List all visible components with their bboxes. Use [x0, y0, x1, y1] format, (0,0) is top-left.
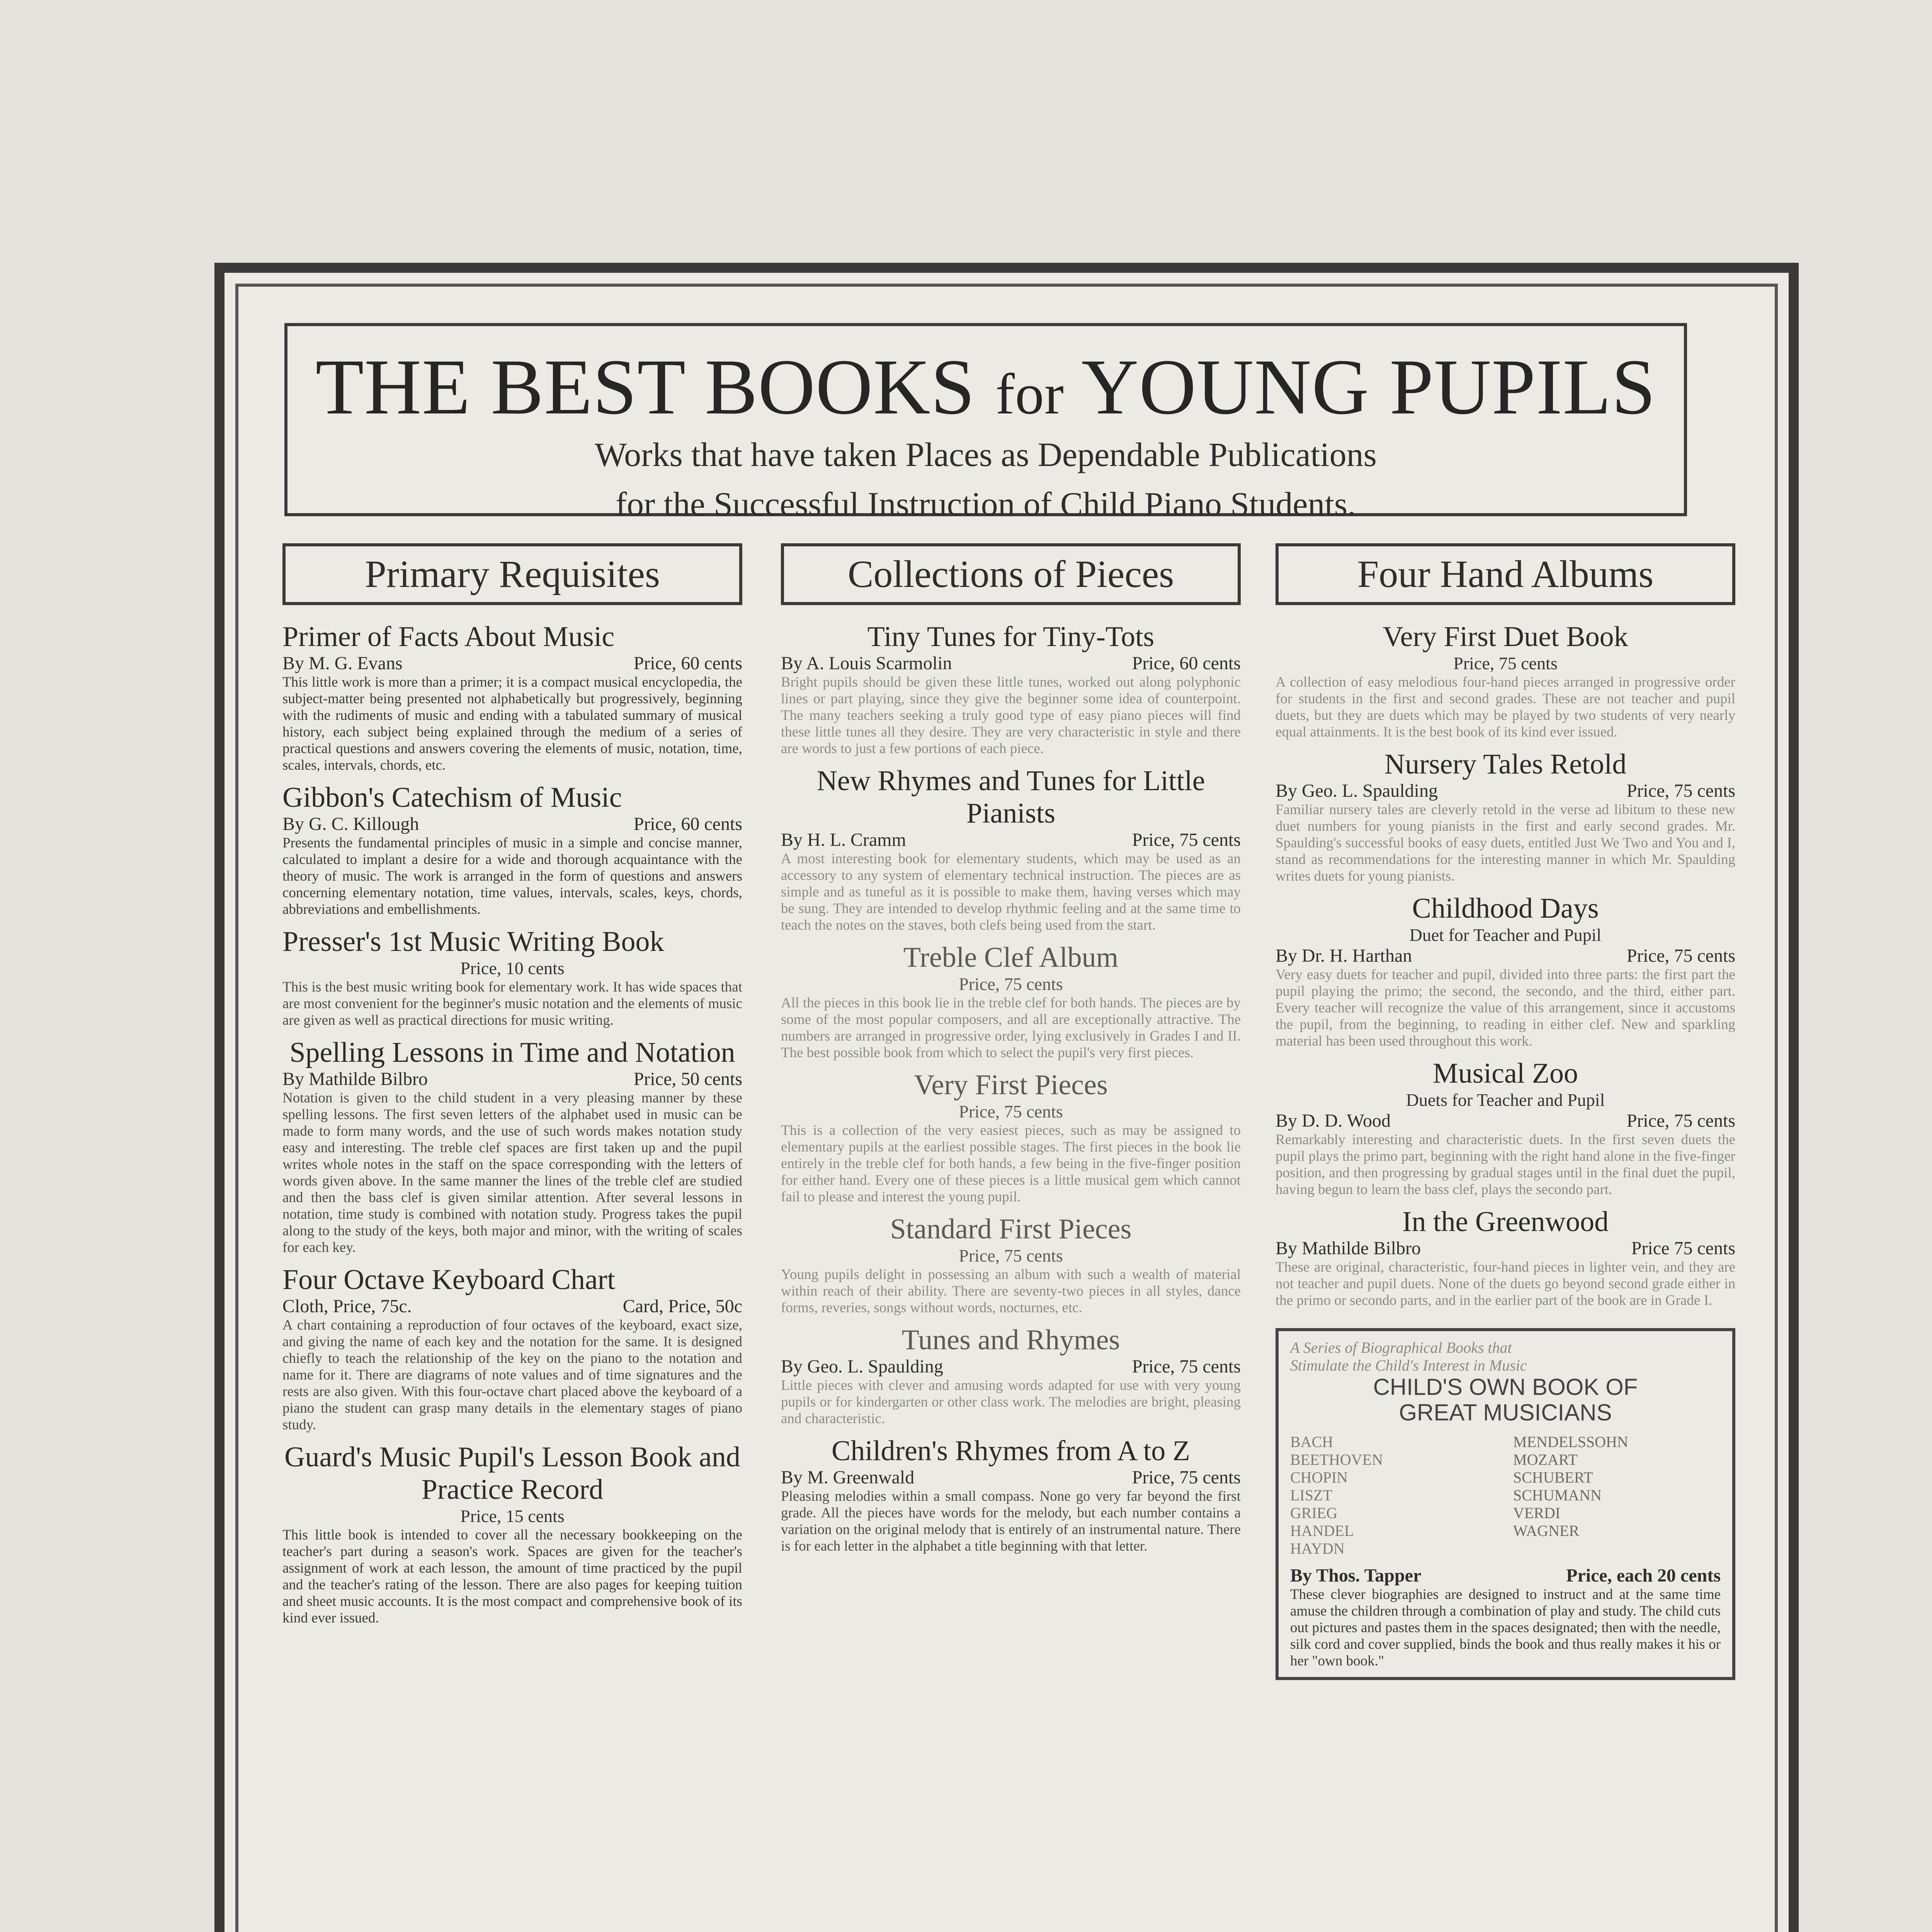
book-item	[1276, 892, 1735, 1049]
author: By Mathilde Bilbro	[1276, 1238, 1421, 1259]
book-title: Children's Rhymes from A to Z	[831, 1435, 1190, 1467]
description: Very easy duets for teacher and pupil, divided into three parts: the first part the pupil playing the primo; the second, the secondo, and the third, either part. Every teacher will recognize the value of this arrangement, since it accustoms the pupil, from the beginning, to reading in either clef. New and sparkling material has been used throughout this work.	[1276, 967, 1735, 1049]
author: By Dr. H. Harthan	[1276, 946, 1412, 966]
book-item	[1276, 621, 1735, 740]
column-heading: Four Hand Albums	[1276, 543, 1735, 605]
book-title: Spelling Lessons in Time and Notation	[289, 1037, 735, 1068]
price: Price, 75 cents	[1453, 653, 1558, 673]
description: Little pieces with clever and amusing words adapted for use with very young pupils or for kindergarten or other class work. The melodies are bright, pleasing and characteristic.	[781, 1378, 1241, 1427]
series-title-2: GREAT MUSICIANS	[1399, 1400, 1612, 1425]
book-title: Tiny Tunes for Tiny-Tots	[867, 621, 1155, 653]
description: Presents the fundamental principles of music in a simple and concise manner, calculated to implant a desire for a wide and thorough acquaintance with the theory of music. The work is arranged in the form of questions and answers concerning elementary notation, time values, intervals, scales, keys, chords, abbreviations and embellishments.	[282, 835, 742, 917]
description: Pleasing melodies within a small compass. None go very far beyond the first grade. All the pieces have words for the melody, but each number contains a variation on the original melody that is entirely of an instrumental nature. There is for each letter in the alphabet a title beginning with that letter.	[781, 1488, 1241, 1554]
price: Price, 60 cents	[1132, 653, 1241, 673]
title-part-for: for	[995, 362, 1064, 426]
book-title: Guard's Music Pupil's Lesson Book and Practice Record	[284, 1441, 740, 1505]
column-collections-of-pieces	[781, 543, 1241, 1562]
book-subtitle: Duet for Teacher and Pupil	[1409, 925, 1602, 945]
series-intro-1: A Series of Biographical Books that	[1290, 1339, 1512, 1356]
price: Price, 60 cents	[633, 814, 742, 834]
musician-name: WAGNER	[1513, 1522, 1580, 1539]
musician-name: HANDEL	[1290, 1522, 1354, 1539]
subtitle-line-1: Works that have taken Places as Dependable Publications	[595, 436, 1377, 474]
byline	[282, 1069, 742, 1090]
author: By H. L. Cramm	[781, 830, 906, 850]
byline	[1276, 781, 1735, 801]
price-cloth: Cloth, Price, 75c.	[282, 1296, 412, 1316]
book-item	[781, 1435, 1241, 1554]
author: By A. Louis Scarmolin	[781, 653, 952, 673]
description: Young pupils delight in possessing an album with such a wealth of material within reach of their ability. There are seventy-two pieces in all styles, dance forms, reveries, songs without words, nocturnes, etc.	[781, 1267, 1241, 1316]
book-item	[1276, 1057, 1735, 1198]
header-box	[284, 323, 1687, 523]
book-item	[282, 1264, 742, 1433]
price: Price, 75 cents	[1132, 830, 1241, 850]
musician-name: HAYDN	[1290, 1540, 1345, 1557]
price: Price 75 cents	[1631, 1238, 1735, 1259]
price: Price, 75 cents	[1132, 1356, 1241, 1377]
book-title: Nursery Tales Retold	[1384, 748, 1627, 780]
price: Price, 15 cents	[460, 1506, 565, 1526]
musician-name: SCHUBERT	[1513, 1469, 1593, 1486]
book-item	[781, 1213, 1241, 1316]
price: Price, 75 cents	[1132, 1467, 1241, 1488]
description: This little book is intended to cover all the necessary bookkeeping on the teacher's part during a season's work. Spaces are given for the teacher's assignment of work at each lesson, the amount of time practiced by the pupil and the teacher's rating of the lesson. There are also pages for keeping tuition and sheet music accounts. It is the most compact and comprehensive book of its kind ever issued.	[282, 1527, 742, 1626]
book-item	[282, 1036, 742, 1256]
description: A most interesting book for elementary students, which may be used as an accessory to any system of elementary technical instruction. The pieces are as simple and as tuneful as it is possible to make them, having verses which may be sung. They are intended to develop rhythmic feeling and at the same time to teach the notes on the staves, both clefs being used from the start.	[781, 851, 1241, 933]
musician-name: LISZT	[1290, 1486, 1332, 1504]
byline	[1276, 1111, 1735, 1131]
price: Price, each 20 cents	[1566, 1565, 1721, 1586]
musician-name: SCHUMANN	[1513, 1486, 1602, 1504]
book-item	[1276, 1206, 1735, 1309]
price: Price, 75 cents	[959, 974, 1063, 994]
byline	[282, 1296, 742, 1317]
author: By M. Greenwald	[781, 1467, 915, 1488]
musician-name: BEETHOVEN	[1290, 1451, 1383, 1468]
description: A collection of easy melodious four-hand pieces arranged in progressive order for students in the first and second grades. These are not teacher and pupil duets, but they are duets which may be played by two students of very nearly equal attainments. It is the best book of its kind ever issued.	[1276, 674, 1735, 740]
column-heading: Primary Requisites	[282, 543, 742, 605]
book-item	[781, 621, 1241, 757]
byline	[282, 653, 742, 674]
musician-list	[1290, 1433, 1721, 1558]
byline	[781, 1467, 1241, 1488]
title-part-2: YOUNG PUPILS	[1064, 343, 1656, 431]
biography-series-box	[1276, 1328, 1735, 1680]
book-title: Primer of Facts About Music	[282, 621, 615, 653]
author: By Mathilde Bilbro	[282, 1069, 428, 1089]
description: This is the best music writing book for elementary work. It has wide spaces that are most convenient for the beginner's music notation and the elements of music are given as well as practical directions for music writing.	[282, 979, 742, 1028]
book-item	[282, 781, 742, 918]
series-intro-2: Stimulate the Child's Interest in Music	[1290, 1357, 1527, 1374]
price: Price, 75 cents	[1626, 781, 1735, 801]
book-item	[282, 621, 742, 774]
price: Price, 75 cents	[959, 1246, 1063, 1265]
price: Price, 75 cents	[1626, 1111, 1735, 1131]
column-primary-requisites	[282, 543, 742, 1634]
byline	[1290, 1565, 1721, 1586]
musician-name: MOZART	[1513, 1451, 1578, 1468]
book-title: Musical Zoo	[1432, 1058, 1578, 1089]
book-item	[781, 941, 1241, 1061]
byline	[781, 830, 1241, 850]
musician-name: GRIEG	[1290, 1504, 1338, 1522]
book-item	[282, 1441, 742, 1626]
price: Price, 75 cents	[1626, 946, 1735, 966]
description: This little work is more than a primer; it is a compact musical encyclopedia, the subject-matter being presented not alphabetically but progressively, beginning with the rudiments of music and ending with a tabulated summary of musical history, each subject being explained through the medium of a series of practical questions and answers covering the elements of music, notation, time, scales, intervals, chords, etc.	[282, 674, 742, 773]
description: This is a collection of the very easiest pieces, such as may be assigned to elementary pupils at the earliest possible stages. The first pieces in the book lie entirely in the treble clef for both hands, a few being in the five-finger position for either hand. Every one of these pieces is a little musical gem which cannot fail to please and interest the young pupil.	[781, 1122, 1241, 1205]
description: These are original, characteristic, four-hand pieces in lighter vein, and they are not teacher and pupil duets. None of the duets go beyond second grade either in the primo or secondo parts, and in the earlier part of the book are in Grade I.	[1276, 1259, 1735, 1308]
book-title: Treble Clef Album	[903, 942, 1119, 973]
advertisement-frame	[214, 263, 1799, 1932]
column-four-hand-albums	[1276, 543, 1735, 1680]
series-title-1: CHILD'S OWN BOOK OF	[1373, 1374, 1638, 1400]
main-title	[287, 343, 1684, 431]
book-item	[781, 1324, 1241, 1427]
book-item	[781, 1069, 1241, 1205]
price: Price, 60 cents	[633, 653, 742, 673]
book-title: Very First Duet Book	[1383, 621, 1628, 653]
book-title: Childhood Days	[1412, 893, 1599, 924]
price: Price, 50 cents	[633, 1069, 742, 1089]
book-title: Gibbon's Catechism of Music	[282, 782, 622, 813]
author: By G. C. Killough	[282, 814, 419, 834]
description: Bright pupils should be given these little tunes, worked out along polyphonic lines or part playing, since they give the beginner some idea of counterpoint. The many teachers seeking a truly good type of easy piano pieces will find these little tunes all they desire. They are very characteristic in style and there are words to just a few portions of each piece.	[781, 674, 1241, 757]
byline	[781, 1356, 1241, 1377]
description: Notation is given to the child student in a very pleasing manner by these spelling lessons. The first seven letters of the alphabet used in music can be made to form many words, and the use of such words makes notation study easy and interesting. The treble clef spaces are first taken up and the pupil writes whole notes in the staff on the space corresponding with the letters of words given above. In the same manner the lines of the treble clef are studied and then the bass clef is given similar attention. After several lessons in notation, time study is combined with notation study. Progress takes the pupil along to the study of the keys, both major and minor, with the writing of scales for each key.	[282, 1090, 742, 1255]
title-part-1: THE BEST BOOKS	[315, 343, 995, 431]
book-item	[781, 765, 1241, 934]
author: By Geo. L. Spaulding	[1276, 781, 1438, 801]
description: All the pieces in this book lie in the treble clef for both hands. The pieces are by some of the most popular composers, and all are exceptionally attractive. The numbers are arranged in progressive order, lying exclusively in Grades I and II. The best possible book from which to select the pupil's very first pieces.	[781, 995, 1241, 1061]
musician-name: CHOPIN	[1290, 1469, 1348, 1486]
byline	[1276, 1238, 1735, 1259]
musician-col-left	[1290, 1433, 1498, 1558]
book-title: Tunes and Rhymes	[901, 1324, 1120, 1356]
description: A chart containing a reproduction of four octaves of the keyboard, exact size, and giving the name of each key and the notation for the same. It is designed chiefly to teach the relationship of the key on the piano to the notation and name for it. There are diagrams of note values and of time signatures and the rests are also given. With this four-octave chart placed above the keyboard of a piano the student can grasp many details in the elementary stages of piano study.	[282, 1317, 742, 1433]
author: By Thos. Tapper	[1290, 1565, 1422, 1586]
author: By M. G. Evans	[282, 653, 403, 673]
book-title: Very First Pieces	[914, 1069, 1108, 1101]
byline	[282, 814, 742, 835]
book-title: In the Greenwood	[1402, 1206, 1609, 1238]
book-item	[1276, 748, 1735, 884]
subtitle-line-2: for the Successful Instruction of Child Piano Students.	[615, 486, 1356, 523]
book-subtitle: Duets for Teacher and Pupil	[1406, 1090, 1605, 1110]
author: By D. D. Wood	[1276, 1111, 1391, 1131]
book-item	[282, 925, 742, 1029]
price: Price, 75 cents	[959, 1102, 1063, 1121]
description: These clever biographies are designed to instruct and at the same time amuse the children through a combination of play and study. The child cuts out pictures and pastes them in the spaces designated; then with the needle, silk cord and cover supplied, binds the book and thus really makes it his or her "own book."	[1290, 1587, 1721, 1669]
book-title: Four Octave Keyboard Chart	[282, 1264, 616, 1296]
byline	[1276, 946, 1735, 966]
column-heading: Collections of Pieces	[781, 543, 1241, 605]
description: Remarkably interesting and characteristic duets. In the first seven duets the pupil plays the primo part, beginning with the right hand alone in the five-finger position, and then progressing by gradual stages until in the final duet the pupil, having begun to learn the bass clef, plays the secondo part.	[1276, 1132, 1735, 1197]
book-title: Standard First Pieces	[890, 1213, 1132, 1245]
price: Price, 10 cents	[460, 958, 565, 978]
description: Familiar nursery tales are cleverly retold in the verse ad libitum to these new duet numbers for young pianists in the first and early second grades. Mr. Spaulding's successful books of easy duets, entitled Just We Two and You and I, stand as recommendations for the interesting manner in which Mr. Spaulding writes duets for young pianists.	[1276, 802, 1735, 884]
price-card: Card, Price, 50c	[622, 1296, 742, 1316]
author: By Geo. L. Spaulding	[781, 1356, 943, 1377]
musician-name: VERDI	[1513, 1504, 1561, 1522]
book-title: New Rhymes and Tunes for Little Pianists	[816, 765, 1205, 829]
book-title: Presser's 1st Music Writing Book	[282, 926, 664, 957]
byline	[781, 653, 1241, 674]
musician-name: BACH	[1290, 1433, 1333, 1451]
musician-col-right	[1513, 1433, 1721, 1558]
musician-name: MENDELSSOHN	[1513, 1433, 1628, 1451]
